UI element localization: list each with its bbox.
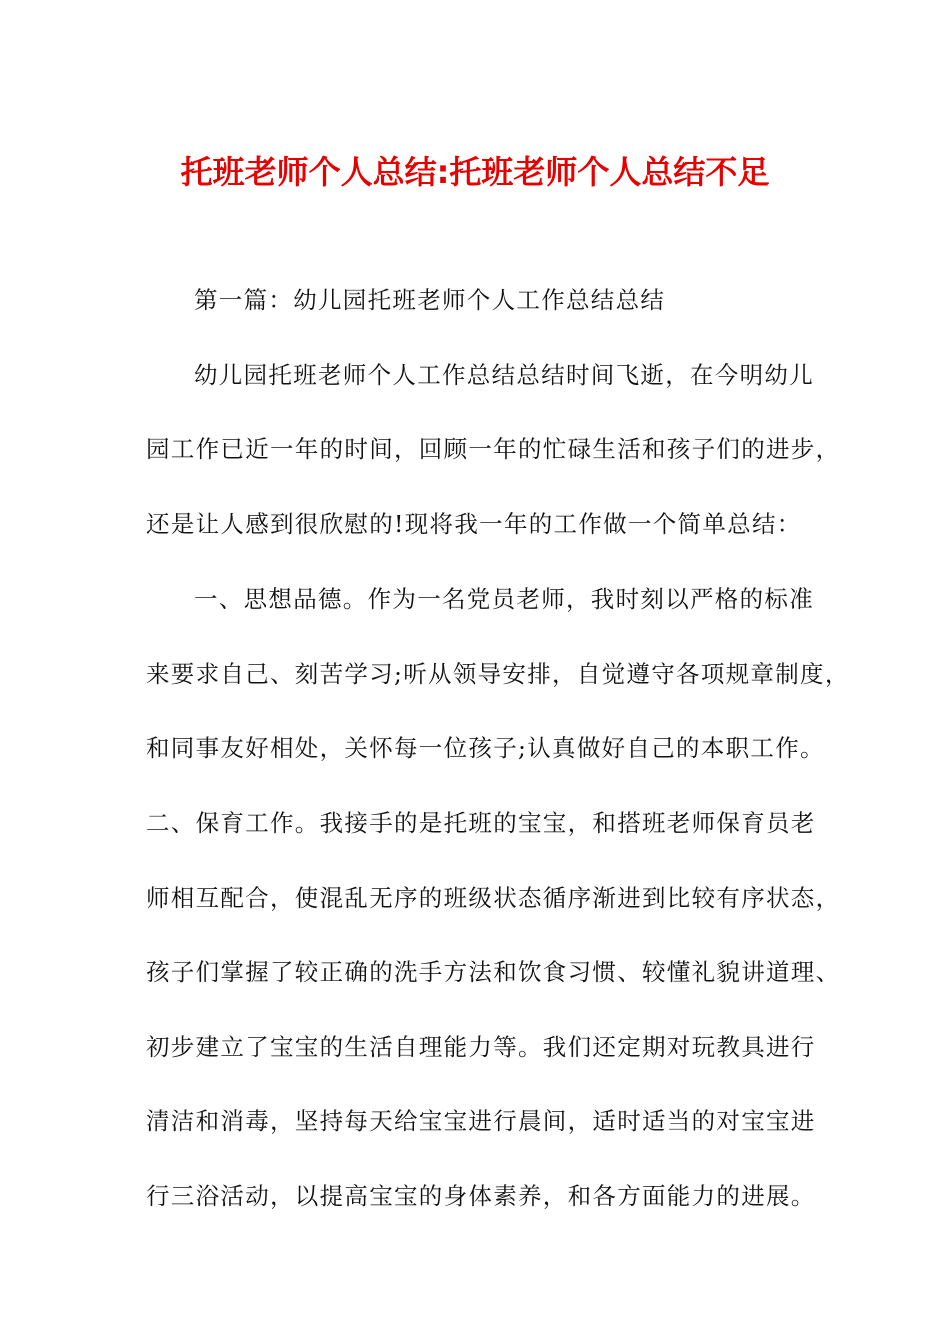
paragraph-line: 园工作已近一年的时间，回顾一年的忙碌生活和孩子们的进步， <box>146 435 841 463</box>
paragraph-line: 孩子们掌握了较正确的洗手方法和饮食习惯、较懂礼貌讲道理、 <box>146 958 841 986</box>
paragraph-line: 师相互配合，使混乱无序的班级状态循序渐进到比较有序状态， <box>146 884 841 912</box>
paragraph-line: 和同事友好相处，关怀每一位孩子;认真做好自己的本职工作。 <box>146 734 825 762</box>
document-title: 托班老师个人总结:托班老师个人总结不足 <box>180 153 770 191</box>
paragraph-line: 幼儿园托班老师个人工作总结总结时间飞逝，在今明幼儿 <box>194 361 814 389</box>
paragraph-line: 清洁和消毒，坚持每天给宝宝进行晨间，适时适当的对宝宝进 <box>146 1107 816 1135</box>
paragraph-line: 初步建立了宝宝的生活自理能力等。我们还定期对玩教具进行 <box>146 1033 816 1061</box>
paragraph-line: 一、思想品德。作为一名党员老师，我时刻以严格的标准 <box>194 585 814 613</box>
paragraph-line: 来要求自己、刻苦学习;听从领导安排，自觉遵守各项规章制度， <box>146 660 850 688</box>
paragraph-line: 行三浴活动，以提高宝宝的身体素养，和各方面能力的进展。 <box>146 1182 816 1210</box>
section-heading: 第一篇：幼儿园托班老师个人工作总结总结 <box>194 286 666 314</box>
paragraph-line: 还是让人感到很欣慰的!现将我一年的工作做一个简单总结： <box>146 510 802 538</box>
paragraph-line: 二、保育工作。我接手的是托班的宝宝，和搭班老师保育员老 <box>146 809 816 837</box>
